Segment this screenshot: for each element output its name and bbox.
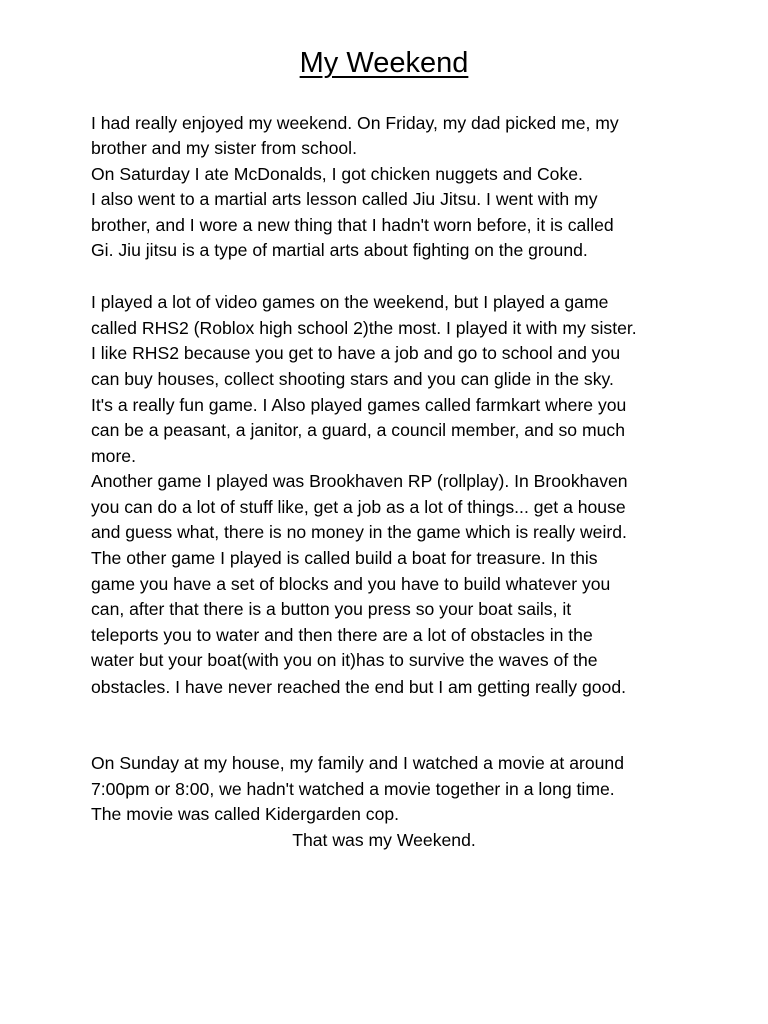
body-line: more. [91, 446, 136, 466]
body-line: It's a really fun game. I Also played games called farmkart where you [91, 395, 627, 415]
body-line: brother, and I wore a new thing that I hadn't worn before, it is called [91, 215, 614, 235]
body-line: I played a lot of video games on the weekend, but I played a game [91, 292, 609, 312]
document-title: My Weekend [299, 47, 469, 79]
body-line: you can do a lot of stuff like, get a job as a lot of things... get a house [91, 497, 626, 517]
body-line: The movie was called Kidergarden cop. [91, 804, 400, 824]
body-line: I like RHS2 because you get to have a job and go to school and you [91, 343, 621, 363]
closing-line: That was my Weekend. [292, 830, 476, 850]
body-line: can buy houses, collect shooting stars and you can glide in the sky. [91, 369, 614, 389]
body-line: Gi. Jiu jitsu is a type of martial arts about fighting on the ground. [91, 240, 588, 260]
body-line: water but your boat(with you on it)has to survive the waves of the [91, 650, 598, 670]
body-line: can be a peasant, a janitor, a guard, a council member, and so much [91, 420, 626, 440]
body-line: On Saturday I ate McDonalds, I got chicken nuggets and Coke. [91, 164, 583, 184]
body-line: The other game I played is called build a boat for treasure. In this [91, 548, 598, 568]
body-line: teleports you to water and then there are a lot of obstacles in the [91, 625, 593, 645]
body-line: Another game I played was Brookhaven RP (rollplay). In Brookhaven [91, 471, 628, 491]
body-line: I had really enjoyed my weekend. On Friday, my dad picked me, my [91, 113, 619, 133]
body-line: obstacles. I have never reached the end but I am getting really good. [91, 677, 626, 697]
body-line: On Sunday at my house, my family and I watched a movie at around [91, 753, 624, 773]
body-line: I also went to a martial arts lesson called Jiu Jitsu. I went with my [91, 189, 598, 209]
body-line: 7:00pm or 8:00, we hadn't watched a movie together in a long time. [91, 779, 615, 799]
body-line: game you have a set of blocks and you have to build whatever you [91, 574, 611, 594]
body-line: brother and my sister from school. [91, 138, 357, 158]
body-line: can, after that there is a button you press so your boat sails, it [91, 599, 572, 619]
body-line: and guess what, there is no money in the game which is really weird. [91, 522, 627, 542]
body-line: called RHS2 (Roblox high school 2)the most. I played it with my sister. [91, 318, 637, 338]
